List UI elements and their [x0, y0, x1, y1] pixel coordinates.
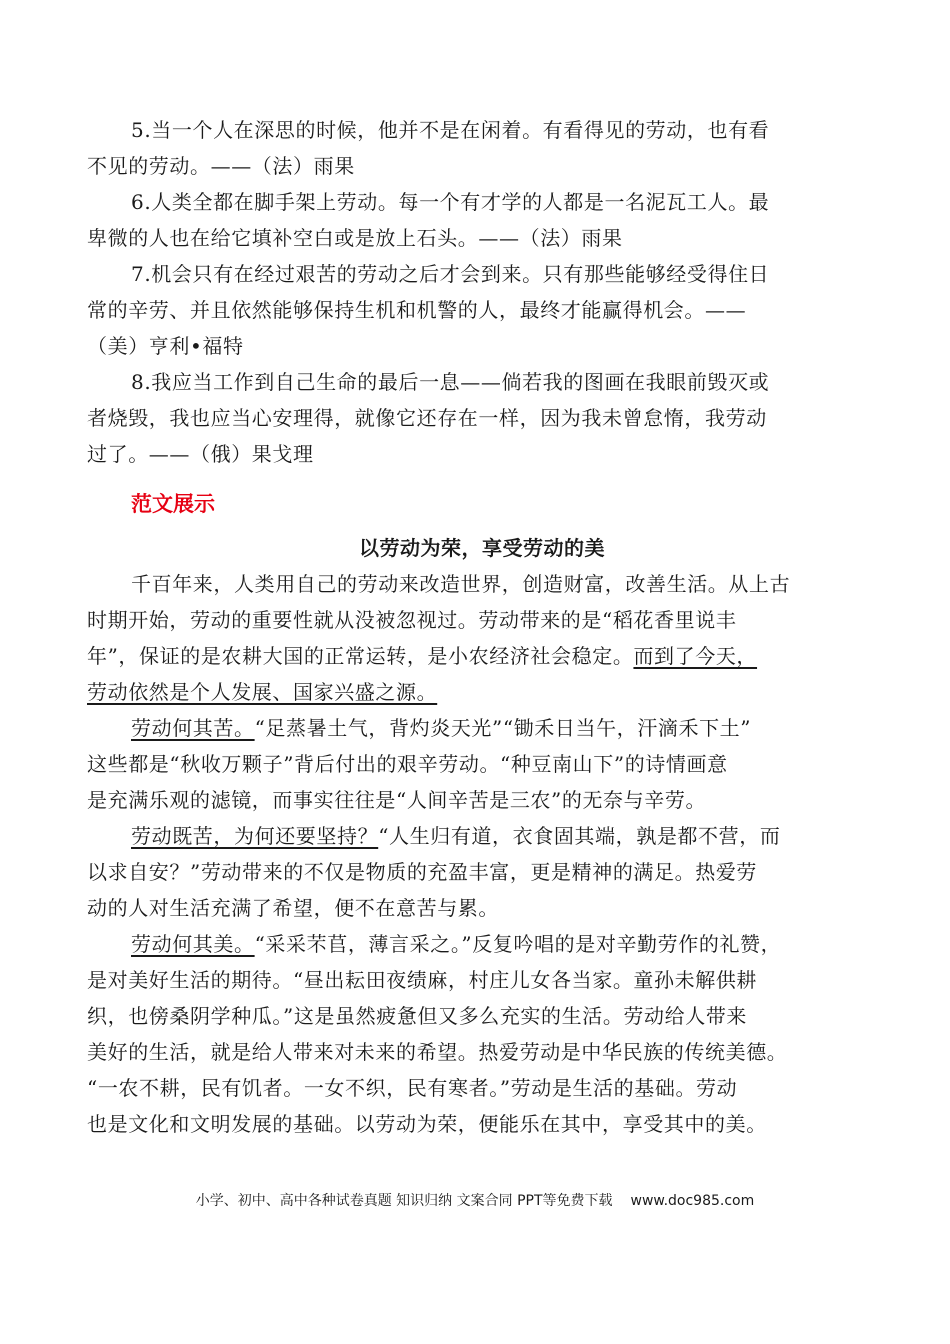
quote-7-line-2: 常的辛劳、并且依然能够保持生机和机警的人，最终才能赢得机会。——	[87, 298, 747, 322]
quote-7-line-1: 7.机会只有在经过艰苦的劳动之后才会到来。只有那些能够经受得住日	[131, 262, 770, 286]
quote-5-line-1: 5.当一个人在深思的时候，他并不是在闲着。有看得见的劳动，也有看	[131, 118, 770, 142]
essay-p2-underlined: 劳动何其苦。	[131, 716, 255, 740]
essay-p3-line-3: 动的人对生活充满了希望，便不在意苦与累。	[87, 896, 499, 920]
essay-p1-line-1: 千百年来，人类用自己的劳动来改造世界，创造财富，改善生活。从上古	[131, 572, 791, 596]
essay-p1-line-4	[43, 674, 877, 710]
essay-p1-underlined-2: 劳动依然是个人发展、国家兴盛之源。	[87, 680, 438, 704]
quote-7-line-3: （美）亨利•福特	[87, 334, 244, 358]
quote-6-line-2: 卑微的人也在给它填补空白或是放上石头。——（法）雨果	[87, 226, 623, 250]
essay-p2-line-2: 这些都是“秋收万颗子”背后付出的艰辛劳动。“种豆南山下”的诗情画意	[87, 752, 728, 776]
essay-p4-line-3: 织，也傍桑阴学种瓜。”这是虽然疲惫但又多么充实的生活。劳动给人带来	[87, 1004, 748, 1028]
essay-p1-underlined-1: 而到了今天，	[633, 644, 758, 668]
essay-p3-underlined: 劳动既苦，为何还要坚持？	[131, 824, 379, 848]
essay-p1-line-3-text: 年”，保证的是农耕大国的正常运转，是小农经济社会稳定。	[87, 644, 634, 668]
quote-5-line-2: 不见的劳动。——（法）雨果	[87, 154, 355, 178]
quote-6	[87, 184, 877, 256]
essay-p4-line-6: 也是文化和文明发展的基础。以劳动为荣，便能乐在其中，享受其中的美。	[87, 1112, 767, 1136]
essay-p3-line-1-text: “人生归有道，衣食固其端，孰是都不营，而	[378, 824, 781, 848]
section-heading: 范文展示	[131, 492, 215, 516]
essay-p2-line-1-text: “足蒸暑土气，背灼炎天光”“锄禾日当午，汗滴禾下土”	[254, 716, 752, 740]
quote-8	[87, 364, 877, 472]
essay-title: 以劳动为荣，享受劳动的美	[359, 536, 605, 560]
essay-paragraph-2	[87, 710, 877, 818]
essay-paragraph-1	[87, 566, 877, 710]
essay-p1-line-2: 时期开始，劳动的重要性就从没被忽视过。劳动带来的是“稻花香里说丰	[87, 608, 737, 632]
essay-p2-line-1	[87, 710, 877, 746]
page-footer	[0, 1190, 950, 1210]
essay-p1-line-3	[43, 638, 877, 674]
essay-p4-line-1	[87, 926, 877, 962]
essay-p3-line-2: 以求自安？”劳动带来的不仅是物质的充盈丰富，更是精神的满足。热爱劳	[87, 860, 758, 884]
essay-p4-line-4: 美好的生活，就是给人带来对未来的希望。热爱劳动是中华民族的传统美德。	[87, 1040, 788, 1064]
document-page	[87, 112, 877, 1142]
quote-8-line-3: 过了。——（俄）果戈理	[87, 442, 314, 466]
essay-p4-line-1-text: “采采芣苢，薄言采之。”反复吟唱的是对辛勤劳作的礼赞，	[254, 932, 782, 956]
quote-8-line-2: 者烧毁，我也应当心安理得，就像它还存在一样，因为我未曾怠惰，我劳动	[87, 406, 767, 430]
quote-6-line-1: 6.人类全都在脚手架上劳动。每一个有才学的人都是一名泥瓦工人。最	[131, 190, 770, 214]
essay-p4-line-2: 是对美好生活的期待。“昼出耘田夜绩麻，村庄儿女各当家。童孙未解供耕	[87, 968, 758, 992]
essay-p4-line-5: “一农不耕，民有饥者。一女不织，民有寒者。”劳动是生活的基础。劳动	[87, 1076, 738, 1100]
essay-p4-underlined: 劳动何其美。	[131, 932, 255, 956]
essay-paragraph-4	[87, 926, 877, 1142]
footer-url-link[interactable]: www.doc985.com	[630, 1193, 755, 1209]
quote-8-line-1: 8.我应当工作到自己生命的最后一息——倘若我的图画在我眼前毁灭或	[131, 370, 770, 394]
essay-p2-line-3: 是充满乐观的滤镜，而事实往往是“人间辛苦是三农”的无奈与辛劳。	[87, 788, 707, 812]
essay-paragraph-3	[87, 818, 877, 926]
essay-p3-line-1	[87, 818, 877, 854]
quote-7	[87, 256, 877, 364]
footer-text: 小学、初中、高中各种试卷真题 知识归纳 文案合同 PPT等免费下载	[195, 1193, 613, 1209]
quote-5	[87, 112, 877, 184]
